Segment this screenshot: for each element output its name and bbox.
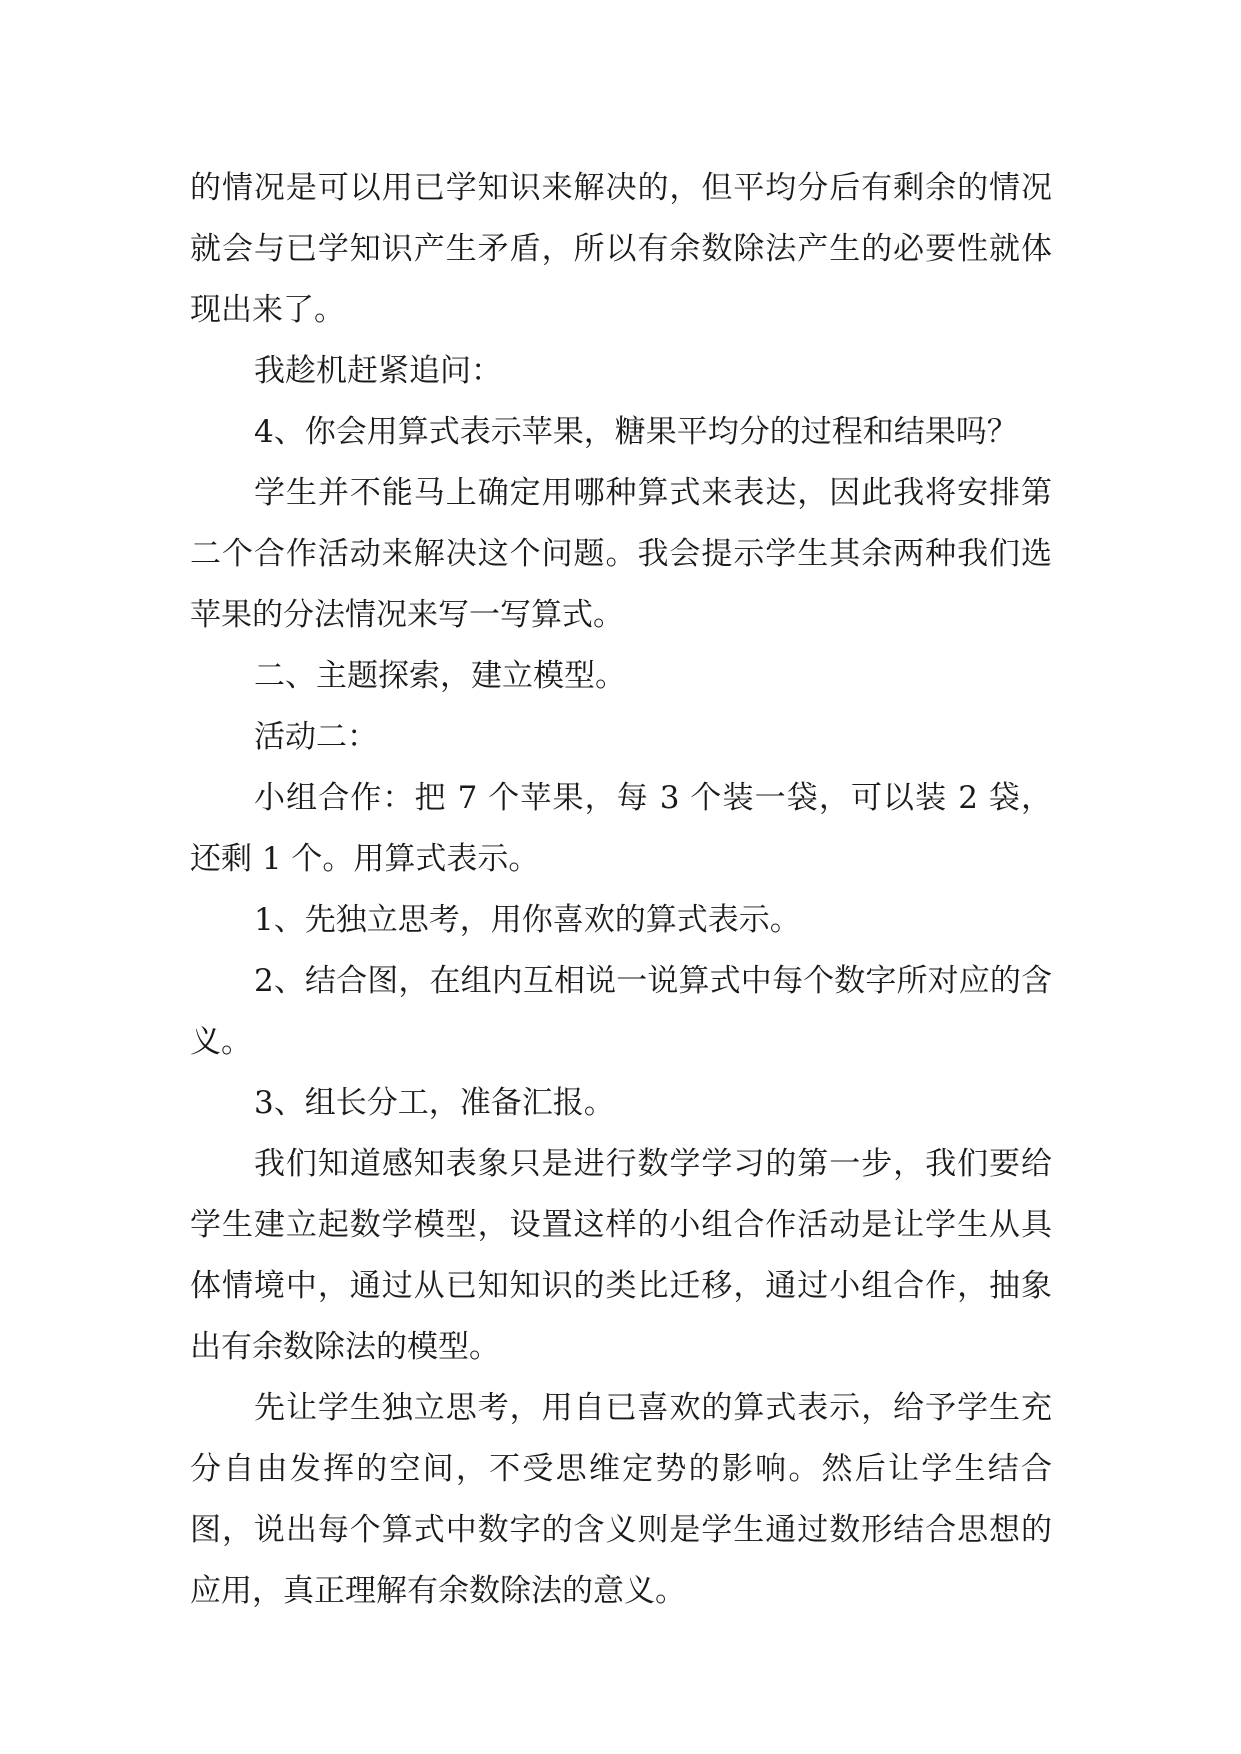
paragraph-conclusion: 先让学生独立思考，用自已喜欢的算式表示，给予学生充分自由发挥的空间，不受思维定势的影响。然后让学生结合图，说出每个算式中数字的含义则是学生通过数形结合思想的应用，真正理解有余数除法的意义。 <box>190 1390 1052 1609</box>
paragraph-follow-up: 我趁机赶紧追问： <box>254 353 502 389</box>
paragraph-continuation: 的情况是可以用已学知识来解决的，但平均分后有剩余的情况就会与已学知识产生矛盾，所以有余数除法产生的必要性就体现出来了。 <box>190 170 1052 328</box>
paragraph-rationale: 我们知道感知表象只是进行数学学习的第一步，我们要给学生建立起数学模型，设置这样的小组合作活动是让学生从具体情境中，通过从已知知识的类比迁移，通过小组合作，抽象出有余数除法的模型。 <box>190 1146 1052 1365</box>
paragraph-activity-plan: 学生并不能马上确定用哪种算式来表达，因此我将安排第二个合作活动来解决这个问题。我会提示学生其余两种我们选苹果的分法情况来写一写算式。 <box>190 475 1052 633</box>
paragraph-question-4: 4、你会用算式表示苹果，糖果平均分的过程和结果吗？ <box>254 414 1018 450</box>
document-body <box>190 158 1052 1622</box>
list-item-step-3: 3、组长分工，准备汇报。 <box>254 1085 615 1121</box>
activity-2-heading: 活动二： <box>254 719 378 755</box>
section-heading-2: 二、主题探索，建立模型。 <box>254 658 626 694</box>
list-item-step-1: 1、先独立思考，用你喜欢的算式表示。 <box>254 902 801 938</box>
paragraph-group-task: 小组合作：把 7 个苹果，每 3 个装一袋，可以装 2 袋，还剩 1 个。用算式表示。 <box>190 780 1052 877</box>
list-item-step-2: 2、结合图，在组内互相说一说算式中每个数字所对应的含义。 <box>190 963 1052 1060</box>
